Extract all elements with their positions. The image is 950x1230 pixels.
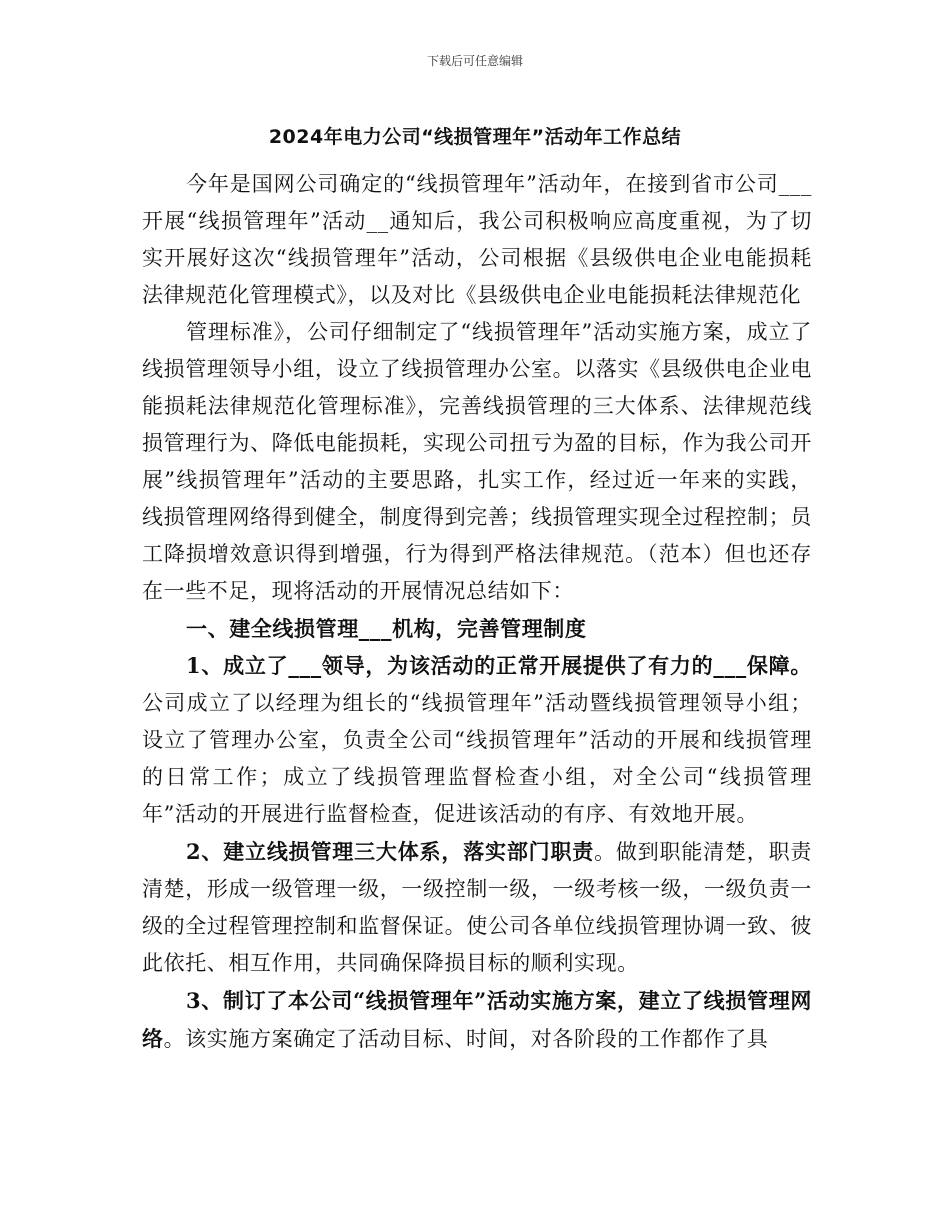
paragraph-intro: 今年是国网公司确定的“线损管理年”活动年，在接到省市公司___开展“线损管理年”活动__通知后，我公司积极响应高度重视，为了切实开展好这次“线损管理年”活动，公司根据《县级供电企业电能损耗法律规范化管理模式》，以及对比《县级供电企业电能损耗法律规范化 (142, 172, 812, 307)
section-heading-1: 一、建全线损管理___机构，完善管理制度 (186, 616, 587, 641)
item-3-lead: 3、制订了本公司“线损管理年”活动实施方案，建立了线损管理网络 (142, 988, 812, 1051)
paragraph-item-2 (142, 833, 812, 982)
document-title: 2024年电力公司“线损管理年”活动年工作总结 (268, 126, 682, 148)
item-1-lead: 1、成立了___领导，为该活动的正常开展提供了有力的___保障。 (186, 653, 812, 678)
item-1-text: 公司成立了以经理为组长的“线损管理年”活动暨线损管理领导小组；设立了管理办公室，负责全公司“线损管理年”活动的开展和线损管理的日常工作；成立了线损管理监督检查小组，对全公司“线损管理年”活动的开展进行监督检查，促进该活动的有序、有效地开展。 (142, 691, 812, 826)
paragraph-item-1 (142, 647, 812, 833)
header-note: 下载后可任意编辑 (426, 54, 523, 68)
item-3-text: 。该实施方案确定了活动目标、时间，对各阶段的工作都作了具 (163, 1027, 769, 1051)
document-body (142, 166, 812, 1058)
item-2-lead: 2、建立线损管理三大体系，落实部门职责 (186, 839, 595, 864)
item-2-text: 。做到职能清楚，职责清楚，形成一级管理一级，一级控制一级，一级考核一级，一级负责一级的全过程管理控制和监督保证。使公司各单位线损管理协调一致、彼此依托、相互作用，共同确保降损目标的顺利实现。 (142, 840, 813, 975)
paragraph-approach: 管理标准》，公司仔细制定了“线损管理年”活动实施方案，成立了线损管理领导小组，设立了线损管理办公室。以落实《县级供电企业电能损耗法律规范化管理标准》，完善线损管理的三大体系、法律规范线损管理行为、降低电能损耗，实现公司扭亏为盈的目标，作为我公司开展”线损管理年”活动的主要思路，扎实工作，经过近一年来的实践，线损管理网络得到健全，制度得到完善；线损管理实现全过程控制；员工降损增效意识得到增强，行为得到严格法律规范。（范本）但也还存在一些不足，现将活动的开展情况总结如下： (142, 320, 812, 603)
paragraph-item-3 (142, 982, 812, 1058)
